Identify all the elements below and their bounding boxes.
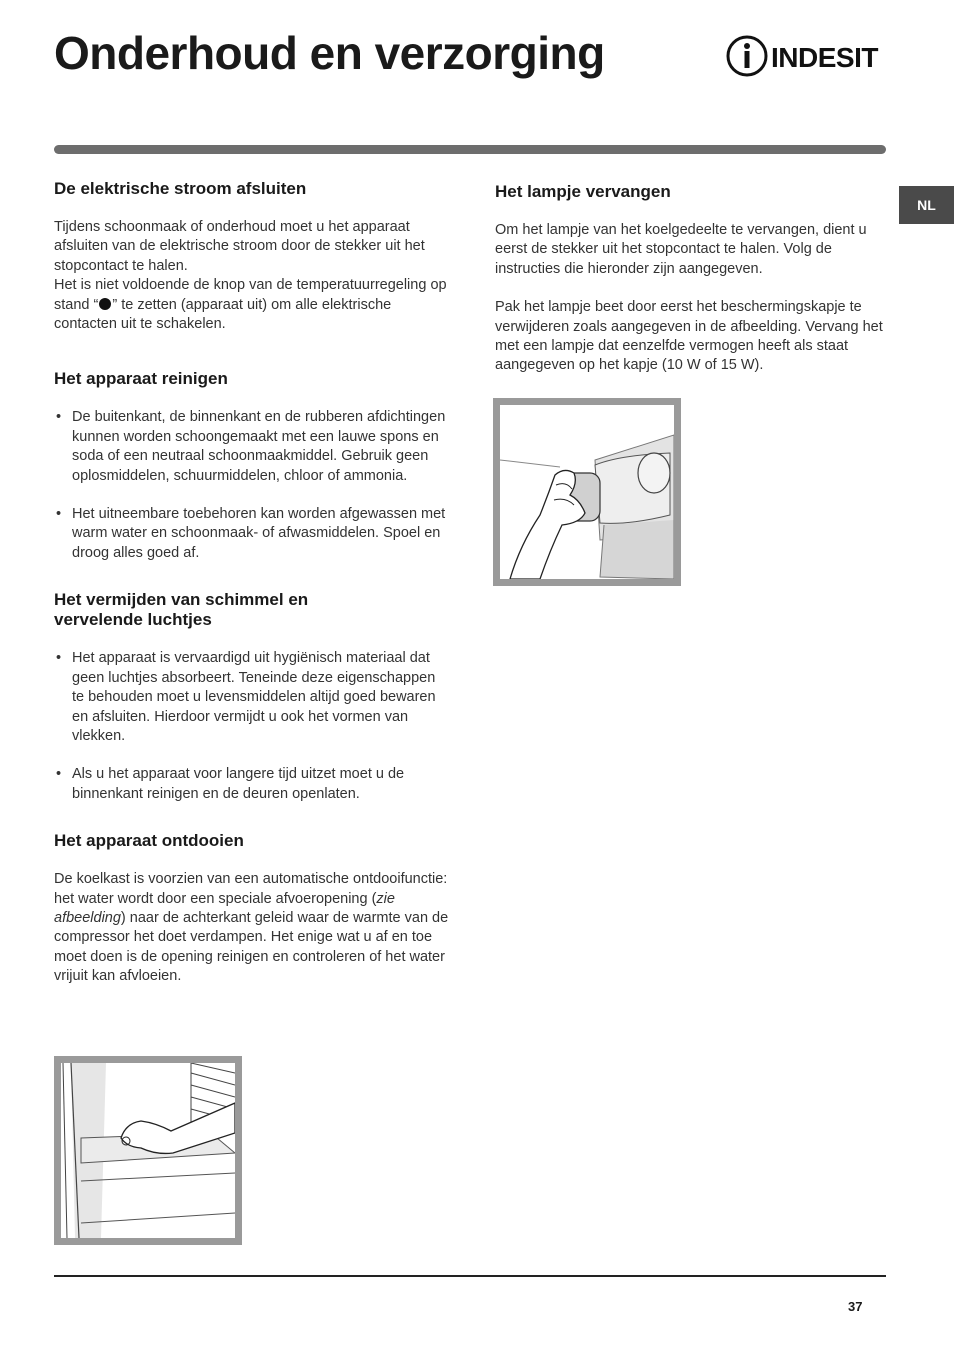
section-mold-odors <box>54 590 449 804</box>
section-cleaning <box>54 369 449 563</box>
section-heading: De elektrische stroom afsluiten <box>54 179 307 198</box>
section-lamp-replacement <box>495 182 890 376</box>
heading-line: Het vermijden van schimmel en <box>54 590 309 610</box>
text-line: ” te zetten (apparaat uit) om alle elektrische contacten uit te schakelen. <box>54 296 392 333</box>
list-item: • Het uitneembare toebehoren kan worden afgewassen met warm water en schoonmaak- of afwasmiddelen. Spoel en droog alles goed af. <box>54 505 449 563</box>
list-item: • De buitenkant, de binnenkant en de rubberen afdichtingen kunnen worden schoongemaakt met een lauwe spons en soda of een neutraal schoonmaakmiddel. Gebruik geen oplosmiddelen, schuurmiddelen, chloor of ammonia. <box>54 408 449 486</box>
bullet-list <box>54 649 449 804</box>
right-column <box>495 178 890 405</box>
text-part: ) naar de achterkant geleid waar de warmte van de compressor het doet verdampen. Het enige wat u af en toe moet doen is de opening reinigen en controleren of het water vrijuit kan afvloeien. <box>54 909 449 985</box>
bullet-list <box>54 408 449 563</box>
defrost-drain-illustration <box>54 1056 242 1245</box>
section-defrosting <box>54 831 449 986</box>
off-position-dot-icon <box>99 298 111 310</box>
paragraph: Om het lampje van het koelgedeelte te vervangen, dient u eerst de stekker uit het stopcontact te halen. Volg de instructies die hieronder zijn aangegeven. <box>495 222 867 277</box>
lamp-replacement-illustration <box>493 398 681 586</box>
paragraph: Pak het lampje beet door eerst het beschermingskapje te verwijderen zoals aangegeven in de afbeelding. Vervang het met een lampje dat eenzelfde vermogen heeft als staat aangegeven op het kapje (10 W of 15 W). <box>495 299 883 374</box>
text-line: Tijdens schoonmaak of onderhoud moet u het apparaat afsluiten van de elektrische stroom door de stekker uit het stopcontact te halen. <box>54 219 425 274</box>
text-part: De koelkast is voorzien van een automatische ontdooifunctie: het water wordt door een speciale afvoeropening ( <box>54 871 448 907</box>
paragraph <box>54 870 449 986</box>
figure-reference: zie afbeelding <box>54 890 395 926</box>
footer-rule <box>54 1275 886 1277</box>
paragraph <box>54 218 449 334</box>
section-heading <box>54 590 449 630</box>
left-column <box>54 178 449 1016</box>
heading-line: vervelende luchtjes <box>54 610 212 630</box>
section-heading: Het lampje vervangen <box>495 182 671 201</box>
list-item: • Als u het apparaat voor langere tijd uitzet moet u de binnenkant reinigen en de deuren openlaten. <box>54 765 449 804</box>
section-power-off <box>54 179 449 334</box>
text-line: Het is niet voldoende de knop van de temperatuurregeling op stand “ <box>54 277 447 313</box>
section-heading: Het apparaat reinigen <box>54 369 228 389</box>
brand-text: INDESIT <box>771 42 878 73</box>
page-number: 37 <box>848 1299 863 1314</box>
list-item: • Het apparaat is vervaardigd uit hygiënisch materiaal dat geen luchtjes absorbeert. Teneinde deze eigenschappen te behouden moet u levensmiddelen altijd goed bewaren en afsluiten. Hierdoor vermijdt u ook het vormen van vlekken. <box>54 649 449 746</box>
section-heading: Het apparaat ontdooien <box>54 831 244 851</box>
header-rule <box>54 145 886 154</box>
indesit-logo <box>725 34 887 78</box>
language-tab: NL <box>899 186 954 224</box>
page-title: Onderhoud en verzorging <box>54 27 605 79</box>
